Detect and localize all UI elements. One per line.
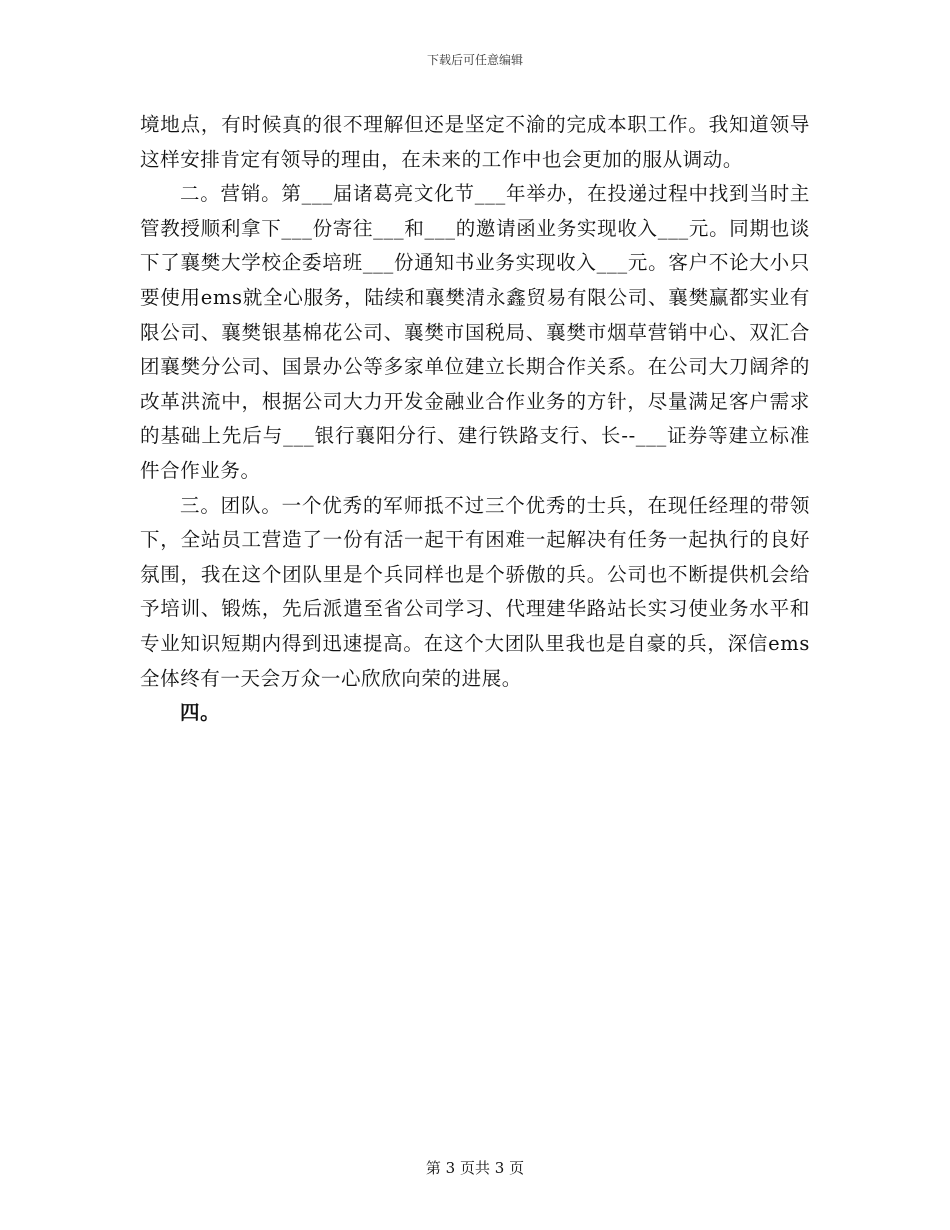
page-header: 下载后可任意编辑 [426,53,523,67]
page-footer: 第 3 页共 3 页 [425,1159,525,1177]
paragraph-marketing: 二。营销。第___届诸葛亮文化节___年举办，在投递过程中找到当时主管教授顺利拿下___份寄往___和___的邀请函业务实现收入___元。同期也谈下了襄樊大学校企委培班___份通知书业务实现收入___元。客户不论大小只要使用ems就全心服务，陆续和襄樊清永鑫贸易有限公司、襄樊赢都实业有限公司、襄樊银基棉花公司、襄樊市国税局、襄樊市烟草营销中心、双汇合团襄樊分公司、国景办公等多家单位建立长期合作关系。在公司大刀阔斧的改革洪流中，根据公司大力开发金融业合作业务的方针，尽量满足客户需求的基础上先后与___银行襄阳分行、建行铁路支行、长--___证券等建立标准件合作业务。 [140,182,810,482]
paragraph-team: 三。团队。一个优秀的军师抵不过三个优秀的士兵，在现任经理的带领下，全站员工营造了一份有活一起干有困难一起解决有任务一起执行的良好氛围，我在这个团队里是个兵同样也是个骄傲的兵。公司也不断提供机会给予培训、锻炼，先后派遣至省公司学习、代理建华路站长实习使业务水平和专业知识短期内得到迅速提高。在这个大团队里我也是自豪的兵，深信ems全体终有一天会万众一心欣欣向荣的进展。 [140,493,810,690]
section-heading-four: 四。 [180,701,221,725]
document-body [140,108,810,731]
paragraph-continuation: 境地点，有时候真的很不理解但还是坚定不渝的完成本职工作。我知道领导这样安排肯定有领导的理由，在未来的工作中也会更加的服从调动。 [140,113,810,171]
